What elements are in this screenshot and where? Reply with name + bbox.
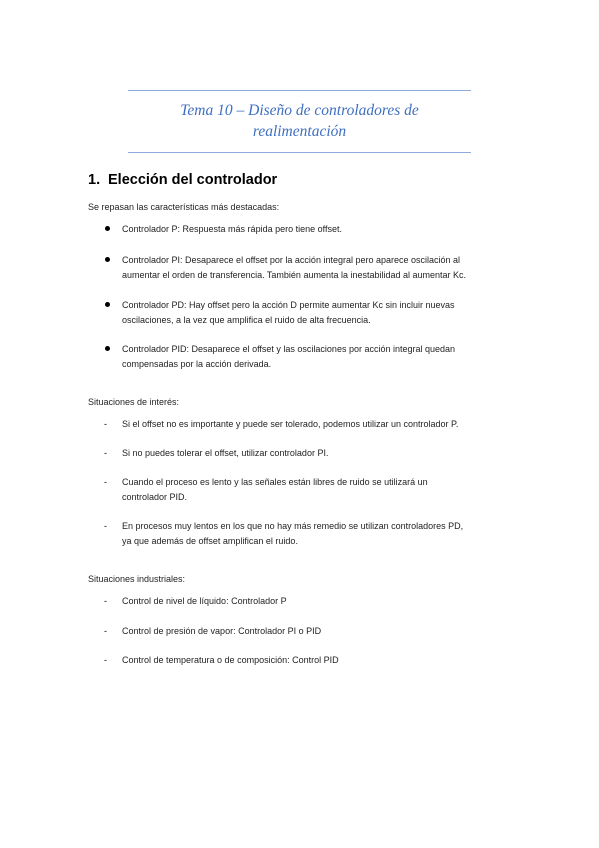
- dash-marker: -: [104, 626, 107, 636]
- list-item: [122, 475, 522, 505]
- list-item-line: Control de nivel de líquido: Controlador P: [122, 596, 287, 606]
- list-item-line: compensadas por la acción derivada.: [122, 359, 272, 369]
- list-item-line: Controlador P: Respuesta más rápida pero tiene offset.: [122, 224, 342, 234]
- list-item: [122, 222, 522, 237]
- list-item-line: En procesos muy lentos en los que no hay más remedio se utilizan controladores PD,: [122, 521, 464, 531]
- dash-marker: -: [104, 655, 107, 665]
- list-item-line: Control de temperatura o de composición: Control PID: [122, 655, 339, 665]
- list-item-line: oscilaciones, a la vez que amplifica el ruido de alta frecuencia.: [122, 315, 371, 325]
- list-item-line: Cuando el proceso es lento y las señales están libres de ruido se utilizará un: [122, 477, 428, 487]
- list-item: [122, 519, 522, 549]
- title-top-rule: [128, 90, 471, 91]
- list-item: [122, 594, 522, 609]
- title-bottom-rule: [128, 152, 471, 153]
- list-item: [122, 446, 522, 461]
- dash-marker: -: [104, 448, 107, 458]
- list-item: [122, 342, 522, 372]
- list-item: [122, 298, 522, 328]
- page-title-line-2: realimentación: [252, 123, 347, 140]
- section-heading-text: Elección del controlador: [108, 172, 278, 188]
- list-item: [122, 624, 522, 639]
- section-number: 1.: [88, 172, 101, 188]
- list-item-line: Si el offset no es importante y puede ser tolerado, podemos utilizar un controlador P.: [122, 419, 459, 429]
- list-item: [122, 417, 522, 432]
- situations-heading: Situaciones de interés:: [88, 397, 180, 407]
- list-item-line: ya que además de offset amplifican el ruido.: [122, 536, 298, 546]
- list-item-line: aumentar el orden de transferencia. También aumenta la inestabilidad al aumentar Kc.: [122, 270, 467, 280]
- bullet-icon: [105, 302, 110, 307]
- list-item-line: Controlador PD: Hay offset pero la acción D permite aumentar Kc sin incluir nuevas: [122, 300, 455, 310]
- list-item-line: Si no puedes tolerar el offset, utilizar controlador PI.: [122, 448, 329, 458]
- list-item: [122, 253, 522, 283]
- industrial-heading: Situaciones industriales:: [88, 574, 186, 584]
- bullet-icon: [105, 346, 110, 351]
- page-title-line-1: Tema 10 – Diseño de controladores de: [180, 102, 419, 119]
- list-item-line: Controlador PI: Desaparece el offset por la acción integral pero aparece oscilación al: [122, 255, 461, 265]
- bullet-icon: [105, 226, 110, 231]
- dash-marker: -: [104, 596, 107, 606]
- dash-marker: -: [104, 521, 107, 531]
- list-item-line: Controlador PID: Desaparece el offset y las oscilaciones por acción integral quedan: [122, 344, 456, 354]
- list-item: [122, 653, 522, 668]
- page-title: [128, 100, 471, 142]
- list-item-line: Control de presión de vapor: Controlador PI o PID: [122, 626, 322, 636]
- intro-text: Se repasan las características más destacadas:: [88, 202, 280, 212]
- section-heading: [88, 172, 277, 188]
- list-item-line: controlador PID.: [122, 492, 188, 502]
- dash-marker: -: [104, 477, 107, 487]
- dash-marker: -: [104, 419, 107, 429]
- bullet-icon: [105, 257, 110, 262]
